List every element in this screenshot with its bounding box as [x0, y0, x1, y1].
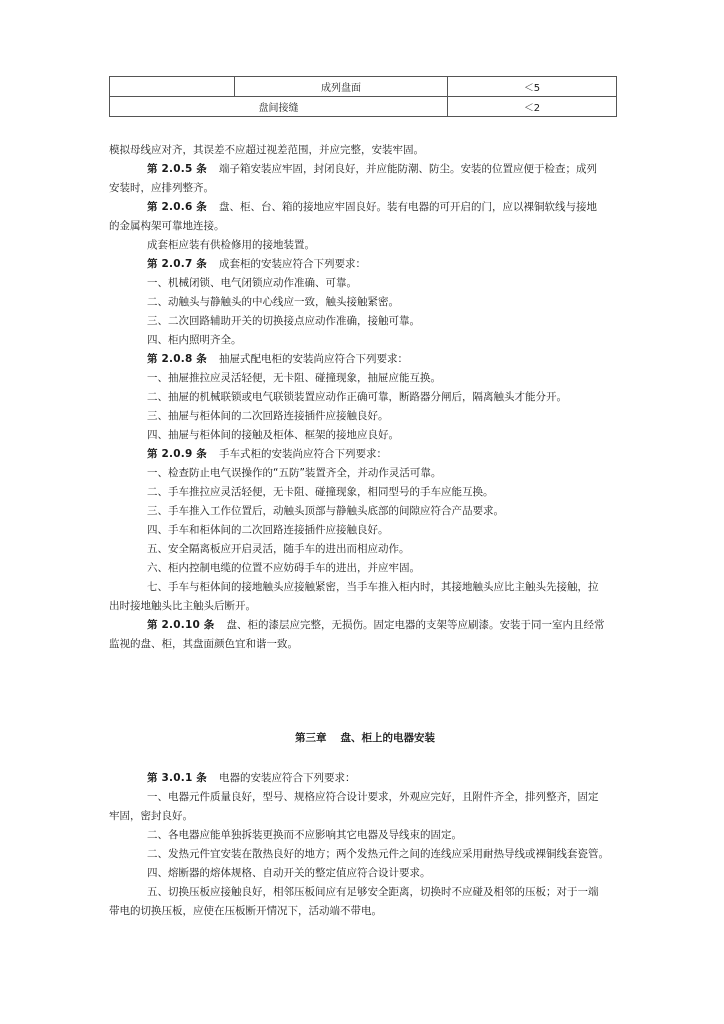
clause-text: 盘、柜、台、箱的接地应牢固良好。装有电器的可开启的门，应以裸铜软线与接地 — [219, 201, 598, 213]
list-item: 二、动触头与静触头的中心线应一致，触头接触紧密。 — [147, 296, 399, 308]
clause-number: 第 2.0.5 条 — [147, 163, 208, 175]
list-item: 五、安全隔离板应开启灵活，随手车的进出而相应动作。 — [147, 543, 410, 555]
list-item: 三、抽屉与柜体间的二次回路连接插件应接触良好。 — [147, 410, 389, 422]
paragraph: 成套柜应装有供检修用的接地装置。 — [147, 239, 315, 251]
chapter-heading — [109, 730, 621, 745]
clause-2-0-10 — [109, 616, 621, 635]
list-item: 二、手车推拉应灵活轻便，无卡阻、碰撞现象，相同型号的手车应能互换。 — [147, 486, 494, 498]
table-row — [110, 77, 617, 97]
table-cell: 成列盘面 — [235, 77, 448, 97]
clause-3-0-1 — [109, 769, 621, 788]
clause-number: 第 2.0.6 条 — [147, 201, 208, 213]
clause-text: 抽屉式配电柜的安装尚应符合下列要求： — [219, 353, 409, 365]
list-item: 一、检查防止电气误操作的“五防”装置齐全，并动作灵活可靠。 — [147, 467, 442, 479]
clause-number: 第 2.0.7 条 — [147, 258, 208, 270]
clause-2-0-8 — [109, 350, 621, 369]
list-item: 三、手车推入工作位置后，动触头顶部与静触头底部的间隙应符合产品要求。 — [147, 505, 504, 517]
table-cell — [110, 77, 235, 97]
clause-text: 电器的安装应符合下列要求： — [219, 772, 356, 784]
list-item: 四、手车和柜体间的二次回路连接插件应接触良好。 — [147, 524, 389, 536]
table-cell: 盘间接缝 — [110, 97, 448, 117]
paragraph: 模拟母线应对齐，其误差不应超过视差范围，并应完整，安装牢固。 — [109, 144, 424, 156]
clause-2-0-6 — [109, 198, 621, 217]
list-item-continuation: 牢固，密封良好。 — [109, 810, 193, 822]
tolerance-table — [109, 76, 617, 117]
list-item-continuation: 出时接地触头比主触头后断开。 — [109, 600, 256, 612]
list-item: 七、手车与柜体间的接地触头应接触紧密，当手车推入柜内时，其接地触头应比主触头先接触，拉 — [147, 581, 599, 593]
list-item: 三、二次回路辅助开关的切换接点应动作准确，接触可靠。 — [147, 315, 420, 327]
clause-text: 盘、柜的漆层应完整，无损伤。固定电器的支架等应刷漆。安装于同一室内且经常 — [226, 619, 605, 631]
clause-2-0-7 — [109, 255, 621, 274]
clause-text: 成套柜的安装应符合下列要求： — [219, 258, 367, 270]
clause-text: 端子箱安装应牢固，封闭良好，并应能防潮、防尘。安装的位置应便于检查；成列 — [219, 163, 598, 175]
table-cell: ＜2 — [448, 97, 617, 117]
clause-number: 第 2.0.9 条 — [147, 448, 208, 460]
paragraph: 的金属构架可靠地连接。 — [109, 220, 225, 232]
list-item: 六、柜内控制电缆的位置不应妨碍手车的进出，并应牢固。 — [147, 562, 420, 574]
list-item: 二、抽屉的机械联锁或电气联锁装置应动作正确可靠，断路器分闸后，隔离触头才能分开。 — [147, 391, 567, 403]
table-row — [110, 97, 617, 117]
paragraph: 安装时，应排列整齐。 — [109, 182, 214, 194]
table-cell: ＜5 — [448, 77, 617, 97]
chapter-number: 第三章 — [295, 732, 327, 744]
chapter-3-body — [109, 769, 621, 921]
list-item: 四、柜内照明齐全。 — [147, 334, 242, 346]
clause-number: 第 3.0.1 条 — [147, 772, 208, 784]
list-item: 二、发热元件宜安装在散热良好的地方；两个发热元件之间的连线应采用耐热导线或裸铜线套瓷管。 — [147, 848, 609, 860]
list-item-continuation: 带电的切换压板，应使在压板断开情况下，活动端不带电。 — [109, 905, 382, 917]
list-item: 一、抽屉推拉应灵活轻便，无卡阻、碰撞现象，抽屉应能互换。 — [147, 372, 441, 384]
clause-number: 第 2.0.8 条 — [147, 353, 208, 365]
list-item: 五、切换压板应接触良好，相邻压板间应有足够安全距离，切换时不应碰及相邻的压板；对于一端 — [147, 886, 599, 898]
chapter-title: 盘、柜上的电器安装 — [340, 732, 435, 744]
paragraph: 监视的盘、柜，其盘面颜色宜和谐一致。 — [109, 638, 298, 650]
list-item: 一、机械闭锁、电气闭锁应动作准确、可靠。 — [147, 277, 357, 289]
list-item: 一、电器元件质量良好，型号、规格应符合设计要求，外观应完好，且附件齐全，排列整齐，固定 — [147, 791, 599, 803]
list-item: 四、熔断器的熔体规格、自动开关的整定值应符合设计要求。 — [147, 867, 431, 879]
clause-number: 第 2.0.10 条 — [147, 619, 215, 631]
clause-text: 手车式柜的安装尚应符合下列要求： — [219, 448, 388, 460]
list-item: 四、抽屉与柜体间的接触及柜体、框架的接地应良好。 — [147, 429, 399, 441]
clause-2-0-5 — [109, 160, 621, 179]
section-2-body — [109, 141, 621, 654]
list-item: 二、各电器应能单独拆装更换而不应影响其它电器及导线束的固定。 — [147, 829, 462, 841]
clause-2-0-9 — [109, 445, 621, 464]
